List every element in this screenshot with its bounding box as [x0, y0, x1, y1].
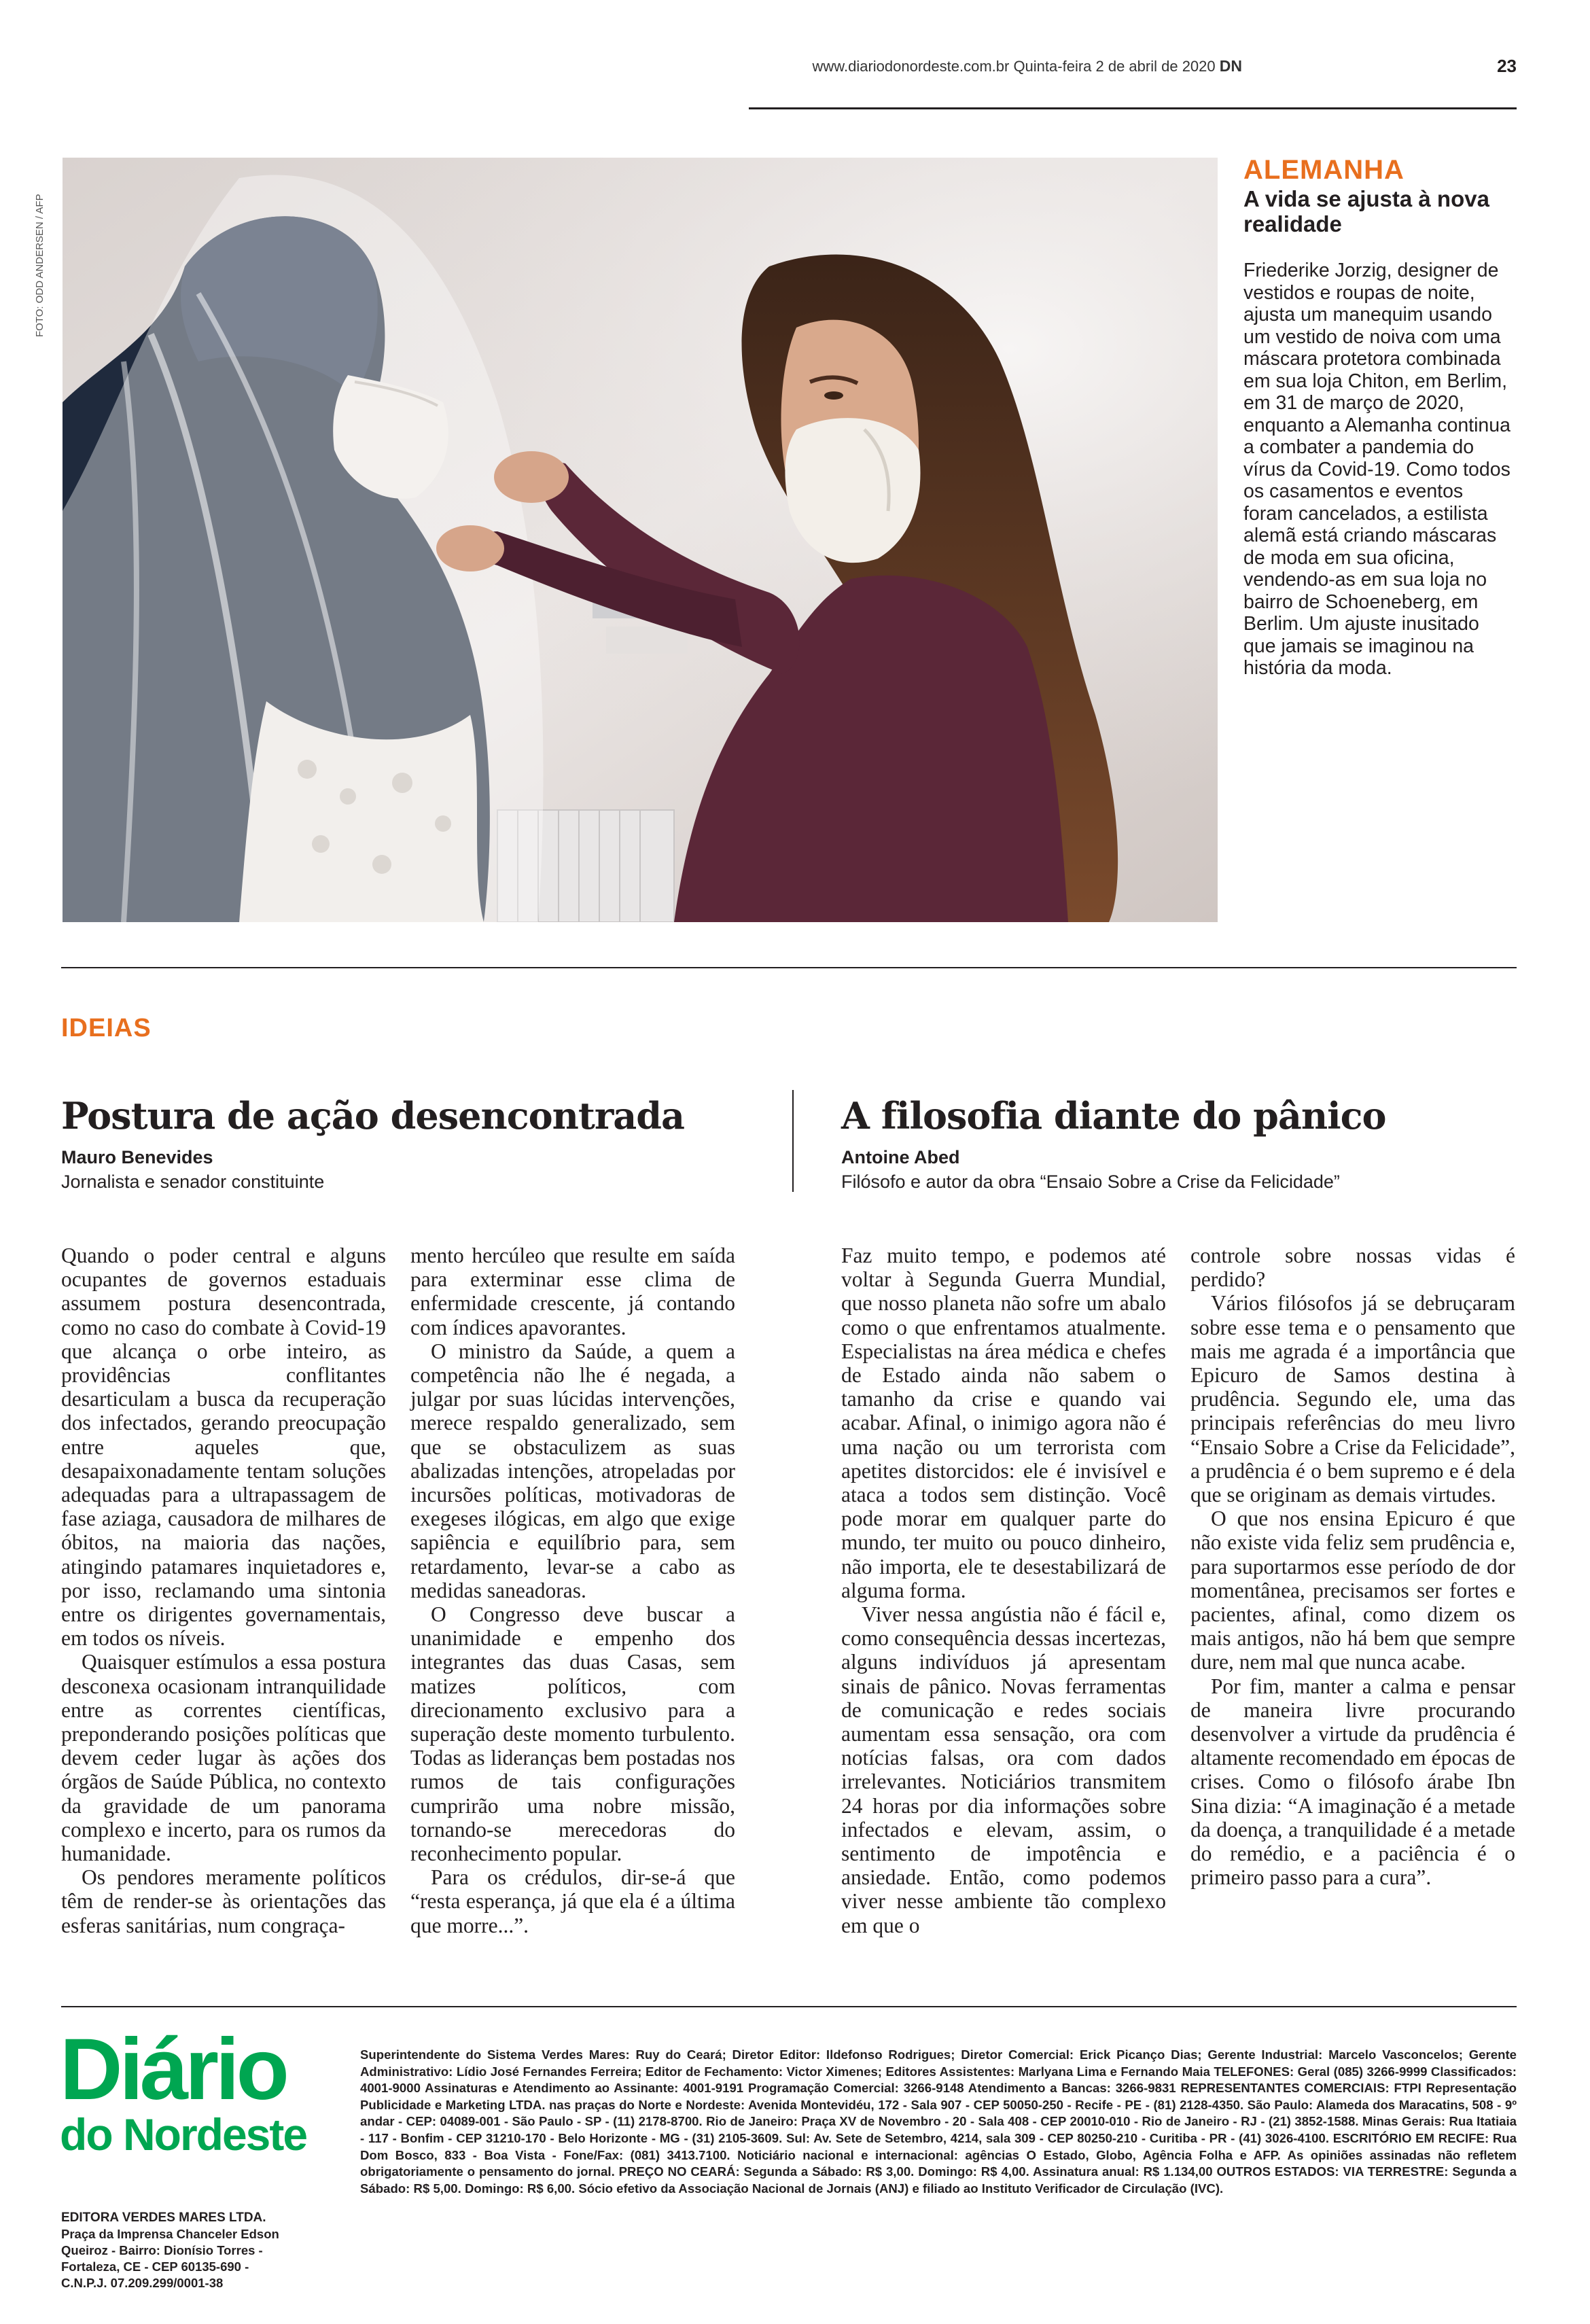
brand-abbrev: DN	[1219, 57, 1242, 75]
publisher-info	[61, 2210, 333, 2291]
paragraph: Os pendores meramente políticos têm de render-se às orientações das esferas sanitárias, num congraça-	[61, 1865, 386, 1937]
paragraph: Por fim, manter a calma e pensar de maneira livre procurando desenvolver a virtude da prudência é altamente recomendado em épocas de crises. Como o filósofo árabe Ibn Sina dizia: “A imaginação é a metade da doença, a tranquilidade é a metade do remédio, e a paciência é o primeiro passo para a cura”.	[1190, 1674, 1515, 1890]
paragraph: Viver nessa angústia não é fácil e, como consequência dessas incertezas, alguns indivíduos já apresentam sinais de pânico. Novas ferramentas de comunicação e redes sociais aumentam essa sensação, ora com notícias falsas, ora com dados irrelevantes. Noticiários transmitem 24 horas por dia informações sobre infectados e elevam, assim, o sentimento de impotência e ansiedade. Então, como podemos viver nesse ambiente tão complexo em que o	[841, 1602, 1166, 1937]
paragraph: Faz muito tempo, e podemos até voltar à Segunda Guerra Mundial, que nosso planeta não sofre um abalo como o que enfrentamos atualmente. Especialistas na área médica e chefes de Estado ainda não sabem o tamanho da crise e quando vai acabar. Afinal, o inimigo agora não é uma nação ou um terrorista com apetites distorcidos: ele é invisível e ataca a todos sem distinção. Você pode morar em qualquer parte do mundo, ter muito ou pouco dinheiro, não importa, ele te desestabilizará de alguma forma.	[841, 1244, 1166, 1602]
header-divider	[749, 107, 1517, 109]
publisher-line: Queiroz - Bairro: Dionísio Torres -	[61, 2243, 263, 2257]
article1-column-2	[410, 1244, 735, 1937]
article2-column-2	[1190, 1244, 1515, 1889]
publisher-line: C.N.P.J. 07.209.299/0001-38	[61, 2276, 224, 2290]
paragraph: Quaisquer estímulos a essa postura desconexa ocasionam intranquilidade entre as correntes científicas, preponderando posições políticas que devem ceder lugar às ações dos órgãos de Saúde Pública, no contexto da gravidade de um panorama complexo e incerto, para os rumos da humanidade.	[61, 1650, 386, 1866]
footer-divider	[61, 2006, 1517, 2007]
paragraph: Quando o poder central e alguns ocupantes de governos estaduais assumem postura desencontrada, como no caso do combate à Covid-19 que alcança o orbe inteiro, as providências conflitantes desarticulam a busca da recuperação dos infectados, gerando preocupação entre aqueles que, desapaixonadamente tentam soluções adequadas para a ultrapassagem de fase aziaga, causadora de milhares de óbitos, na maioria das nações, atingindo patamares inquietadores e, por isso, reclamando uma sintonia entre os dirigentes governamentais, em todos os níveis.	[61, 1244, 386, 1651]
article2-role: Filósofo e autor da obra “Ensaio Sobre a Crise da Felicidade”	[841, 1172, 1340, 1192]
photo-credit	[34, 160, 54, 337]
paragraph: O que nos ensina Epicuro é que não existe vida feliz sem prudência e, para suportarmos esse período de dor momentânea, precisamos ser fortes e pacientes, afinal, como dizem os mais antigos, não há bem que sempre dure, nem mal que nunca acabe.	[1190, 1507, 1515, 1674]
paragraph: mento hercúleo que resulte em saída para exterminar esse clima de enfermidade crescente, já contando com índices apavorantes.	[410, 1244, 735, 1339]
site-and-date: www.diariodonordeste.com.br Quinta-feira 2 de abril de 2020	[812, 58, 1216, 75]
newspaper-logo	[60, 2021, 307, 2160]
main-photo	[63, 158, 1218, 922]
publisher-line: EDITORA VERDES MARES LTDA.	[61, 2211, 266, 2225]
articles-divider	[792, 1090, 794, 1192]
article1-title: Postura de ação desencontrada	[61, 1094, 685, 1138]
page-number: 23	[1497, 56, 1517, 76]
paragraph: Vários filósofos já se debruçaram sobre esse tema e o pensamento que mais me agrada é a importância que Epicuro de Samos destina à prudência. Segundo ele, uma das principais referências do meu livro “Ensaio Sobre a Crise da Felicidade”, a prudência é o bem supremo e é dela que se originam as demais virtudes.	[1190, 1291, 1515, 1507]
article1-role: Jornalista e senador constituinte	[61, 1172, 325, 1192]
photo-credit-text: FOTO: ODD ANDERSEN / AFP	[34, 194, 46, 337]
article2-author: Antoine Abed	[841, 1147, 960, 1167]
paragraph: O Congresso deve buscar a unanimidade e empenho dos integrantes das duas Casas, sem matizes políticos, com direcionamento exclusivo para a superação deste momento turbulento. Todas as lideranças bem postadas nos rumos de tais configurações cumprirão uma nobre missão, tornando-se merecedoras do reconhecimento popular.	[410, 1602, 735, 1866]
publisher-line: Fortaleza, CE - CEP 60135-690 -	[61, 2259, 249, 2274]
section-divider	[61, 967, 1517, 968]
caption-subtitle: A vida se ajusta à nova realidade	[1243, 186, 1489, 236]
caption-kicker: ALEMANHA	[1243, 155, 1404, 185]
article1-column-1	[61, 1244, 386, 1937]
imprint-text: Superintendente do Sistema Verdes Mares: Ruy do Ceará; Diretor Editor: Ildefonso Rodrigues; Diretor Comercial: Erick Picanço Dias; Gerente Industrial: Marcelo Vasconcelos; Gerente Administrativo: Lídio José Fernandes Ferreira; Editor de Fechamento: Victor Ximenes; Editores Assistentes: Marlyana Lima e Fernando Maia TELEFONES: Geral (085) 3266-9999 Classificados: 4001-9000 Assinaturas e Atendimento ao Assinante: 4001-9191 Programação Comercial: 3266-9148 Atendimento a Bancas: 3266-9831 REPRESENTANTES COMERCIAIS: FTPI Representação Publicidade e Marketing LTDA. nas praças do Norte e Nordeste: Avenida Montevidéu, 172 - Sala 907 - CEP 50050-250 - Recife - PE - (81) 2128-4350. São Paulo: Alameda dos Maracatins, 508 - 9º andar - CEP: 04089-001 - São Paulo - SP - (11) 2178-8700. Rio de Janeiro: Praça XV de Novembro - 20 - Sala 408 - CEP 20010-010 - Rio de Janeiro - RJ - (21) 3852-1588. Minas Gerais: Rua Itatiaia - 117 - Bonfim - CEP 31210-170 - Belo Horizonte - MG - (31) 2105-3609. Sul: Av. Sete de Setembro, 4214, sala 309 - CEP 80250-210 - Curitiba - PR - (41) 3026-4100. ESCRITÓRIO EM RECIFE: Rua Dom Bosco, 833 - Boa Vista - Fone/Fax: (081) 3413.7100. Noticiário nacional e internacional: agências O Estado, Globo, Agência Folha e AFP. As opiniões assinadas não refletem obrigatoriamente o pensamento do jornal. PREÇO NO CEARÁ: Segunda a Sábado: R$ 3,00. Domingo: R$ 4,00. Assinatura anual: R$ 1.134,00 OUTROS ESTADOS: VIA TERRESTRE: Segunda a Sábado: R$ 5,00. Domingo: R$ 6,00. Sócio efetivo da Associação Nacional de Jornais (ANJ) e filiado ao Instituto Verificador de Circulação (IVC).	[360, 2047, 1517, 2196]
article2-column-1	[841, 1244, 1166, 1937]
photo-illustration	[63, 158, 1218, 922]
article1-author: Mauro Benevides	[61, 1147, 213, 1167]
logo-line-1: Diário	[60, 2021, 286, 2118]
publisher-line: Praça da Imprensa Chanceler Edson	[61, 2227, 279, 2241]
article2-title: A filosofia diante do pânico	[841, 1094, 1386, 1138]
section-label: IDEIAS	[61, 1014, 152, 1042]
caption-body: Friederike Jorzig, designer de vestidos e roupas de noite, ajusta um manequim usando um vestido de noiva com uma máscara protetora combinada em sua loja Chiton, em Berlim, em 31 de março de 2020, enquanto a Alemanha continua a combater a pandemia do vírus da Covid-19. Como todos os casamentos e eventos foram cancelados, a estilista alemã está criando máscaras de moda em sua oficina, vendendo-as em sua loja no bairro de Schoeneberg, em Berlim. Um ajuste inusitado que jamais se imaginou na história da moda.	[1243, 260, 1510, 679]
paragraph: O ministro da Saúde, a quem a competência não lhe é negada, a julgar por suas lúcidas intervenções, merece respaldo generalizado, sem que se obstaculizem as suas abalizadas intenções, atropeladas por incursões políticas, motivadoras de exegeses ilógicas, em algo que exige sapiência e equilíbrio para, sem retardamento, levar-se a cabo as medidas saneadoras.	[410, 1339, 735, 1602]
header-site-date	[753, 57, 1242, 75]
logo-line-2: do Nordeste	[60, 2109, 307, 2160]
paragraph: Para os crédulos, dir-se-á que “resta esperança, já que ela é a última que morre...”.	[410, 1865, 735, 1937]
paragraph: controle sobre nossas vidas é perdido?	[1190, 1244, 1515, 1292]
